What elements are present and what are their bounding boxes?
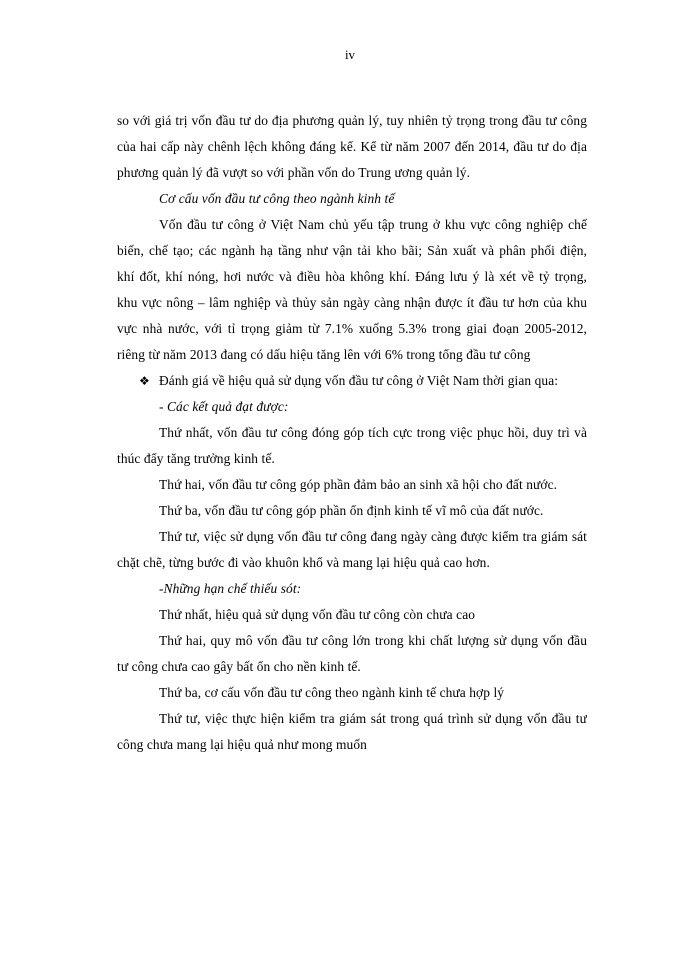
bullet-item-evaluation [117,368,587,394]
paragraph-line: công chưa mang lại hiệu quả như mong muốn [117,737,367,752]
bullet-text: Đánh giá về hiệu quả sử dụng vốn đầu tư công ở Việt Nam thời gian qua: [159,373,559,388]
paragraph-line: Thứ tư, việc sử dụng vốn đầu tư công đang ngày càng được kiểm tra giám sát [159,529,587,544]
paragraph-line: tư công chưa cao gây bất ổn cho nền kinh tế. [117,659,361,674]
page-number: iv [344,47,356,62]
paragraph-line: Thứ nhất, hiệu quả sử dụng vốn đầu tư công còn chưa cao [159,607,476,622]
paragraph-line: Vốn đầu tư công ở Việt Nam chủ yếu tập trung ở khu vực công nghiệp chế [159,217,587,232]
paragraph-line: phương quản lý đã vượt so với phần vốn do Trung ương quản lý. [117,165,471,180]
paragraph-line: Thứ ba, cơ cấu vốn đầu tư công theo ngành kinh tế chưa hợp lý [159,685,505,700]
document-body [117,108,587,758]
diamond-bullet-icon: ❖ [139,374,150,388]
paragraph-line: Thứ hai, quy mô vốn đầu tư công lớn trong khi chất lượng sử dụng vốn đầu [159,633,587,648]
subheading-limitations: -Những hạn chế thiếu sót: [159,581,302,596]
paragraph-line: vực nhà nước, với tỉ trọng giảm từ 7.1% xuống 5.3% trong giai đoạn 2005-2012, [117,321,587,336]
paragraph-line: khí đốt, khí nóng, hơi nước và điều hòa không khí. Đáng lưu ý là xét về tỷ trọng, [117,269,587,284]
paragraph-line: riêng từ năm 2013 đang có dấu hiệu tăng lên với 6% trong tổng đầu tư công [117,347,531,362]
paragraph-line: khu vực nông – lâm nghiệp và thủy sản ngày càng nhận được ít đầu tư hơn của khu [117,295,587,310]
paragraph-line: Thứ ba, vốn đầu tư công góp phần ổn định kinh tế vĩ mô của đất nước. [159,503,544,518]
paragraph-line: của hai cấp này chênh lệch không đáng kể. Kể từ năm 2007 đến 2014, đầu tư do địa [117,139,587,154]
paragraph-line: Thứ nhất, vốn đầu tư công đóng góp tích cực trong việc phục hồi, duy trì và [159,425,587,440]
paragraph-line: thúc đẩy tăng trưởng kinh tế. [117,451,275,466]
paragraph-line: chặt chẽ, từng bước đi vào khuôn khổ và mang lại hiệu quả cao hơn. [117,555,490,570]
subheading-results: - Các kết quả đạt được: [159,399,289,414]
paragraph-line: Thứ tư, việc thực hiện kiểm tra giám sát trong quá trình sử dụng vốn đầu tư [159,711,587,726]
paragraph-line: so với giá trị vốn đầu tư do địa phương quản lý, tuy nhiên tỷ trọng trong đầu tư công [117,113,587,128]
section-heading-sector-structure: Cơ cấu vốn đầu tư công theo ngành kinh tế [159,191,395,206]
paragraph-line: Thứ hai, vốn đầu tư công góp phần đảm bảo an sinh xã hội cho đất nước. [159,477,558,492]
paragraph-line: biến, chế tạo; các ngành hạ tầng như vận tải kho bãi; Sản xuất và phân phối điện, [117,243,587,258]
